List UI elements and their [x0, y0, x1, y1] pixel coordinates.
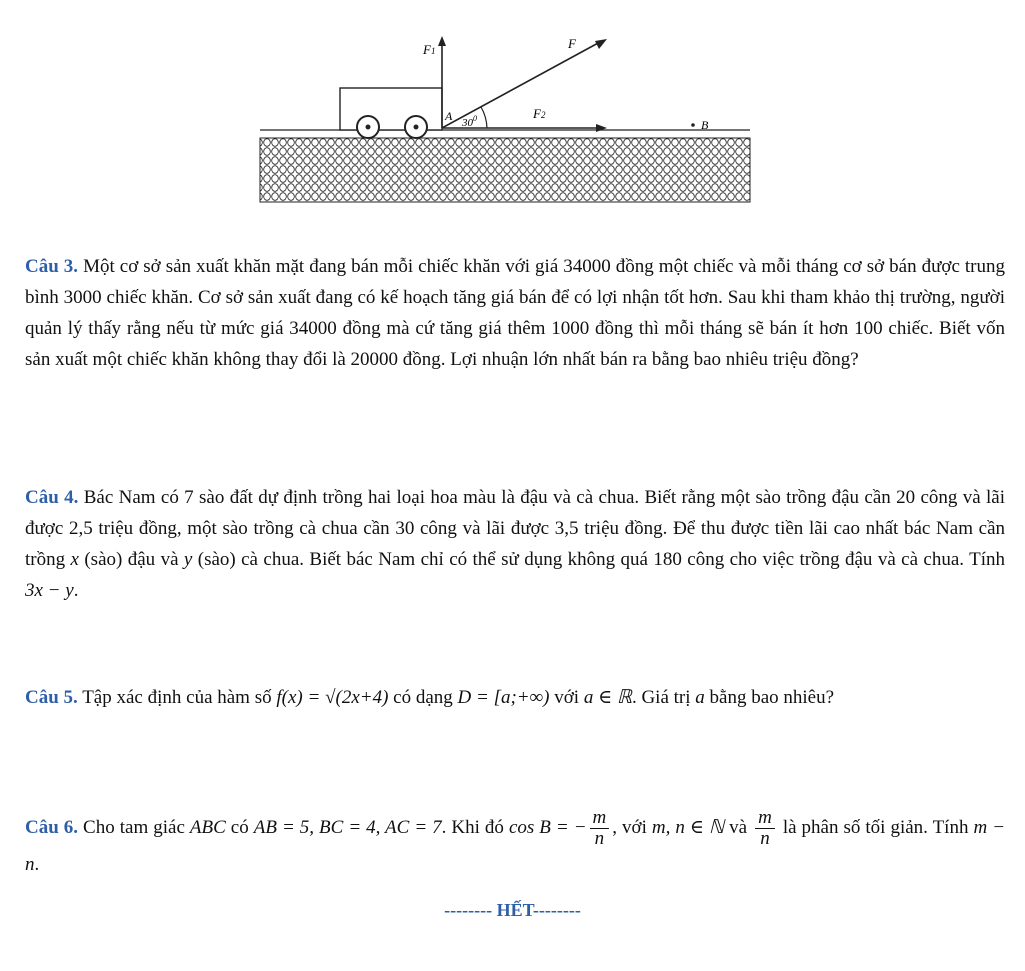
force-f-arrow	[442, 42, 600, 128]
question-5: Câu 5. Tập xác định của hàm số f(x) = √(2x+4) có dạng D = [a;+∞) với a ∈ ℝ. Giá trị a bằng bao nhiêu?	[25, 687, 835, 708]
label-f1: F1	[423, 42, 436, 57]
question-6-label: Câu 6.	[25, 816, 79, 838]
function-expression: f(x) = √(2x+4)	[276, 687, 389, 708]
label-a: A	[445, 109, 453, 123]
end-marker: -------- HẾT--------	[444, 900, 581, 920]
label-f2: F2	[533, 106, 546, 121]
fraction-m-n: $\frac{m}{n}$	[590, 808, 610, 849]
fraction-m-n-2: $\frac{m}{n}$	[755, 808, 775, 849]
question-5-label: Câu 5.	[25, 687, 78, 708]
question-3	[25, 251, 1005, 375]
ground	[260, 138, 750, 202]
label-b: B	[701, 118, 709, 132]
domain-expression: D = [a;+∞)	[457, 687, 550, 708]
label-angle: $30^0$	[462, 114, 477, 129]
label-f: F	[568, 36, 576, 51]
question-4: Câu 4. Bác Nam có 7 sào đất dự định trồng hai loại hoa màu là đậu và cà chua. Biết rằng một sào trồng đậu cần 20 công và lãi được 2,5 triệu đồng, một sào trồng cà chua cần 30 công và lãi được 3,5 triệu đồng. Để thu được tiền lãi cao nhất bác Nam cần trồng x (sào) đậu và y (sào) cà chua. Biết bác Nam chỉ có thể sử dụng không quá 180 công cho việc trồng đậu và cà chua. Tính 3x − y.	[25, 487, 1005, 601]
force-diagram	[255, 30, 775, 210]
question-3-text: Một cơ sở sản xuất khăn mặt đang bán mỗi chiếc khăn với giá 34000 đồng một chiếc và mỗi tháng cơ sở bán được trung bình 3000 chiếc khăn. Cơ sở sản xuất đang có kế hoạch tăng giá bán để có lợi nhận tốt hơn. Sau khi tham khảo thị trường, người quản lý thấy rằng nếu từ mức giá 34000 đồng mà cứ tăng giá thêm 1000 đồng thì mỗi tháng sẽ bán ít hơn 100 chiếc. Biết vốn sản xuất một chiếc khăn không thay đổi là 20000 đồng. Lợi nhuận lớn nhất bán ra bằng bao nhiêu triệu đồng?	[25, 256, 1006, 370]
question-6: Câu 6. Cho tam giác ABC có AB = 5, BC = 4, AC = 7. Khi đó cos B = − $\frac{m}{n}$ , với m, n ∈ ℕ và $\frac{m}{n}$ là phân số tối giản. Tính m − n.	[25, 807, 1006, 875]
question-3-label: Câu 3.	[25, 256, 79, 277]
question-4-label: Câu 4.	[25, 487, 79, 508]
